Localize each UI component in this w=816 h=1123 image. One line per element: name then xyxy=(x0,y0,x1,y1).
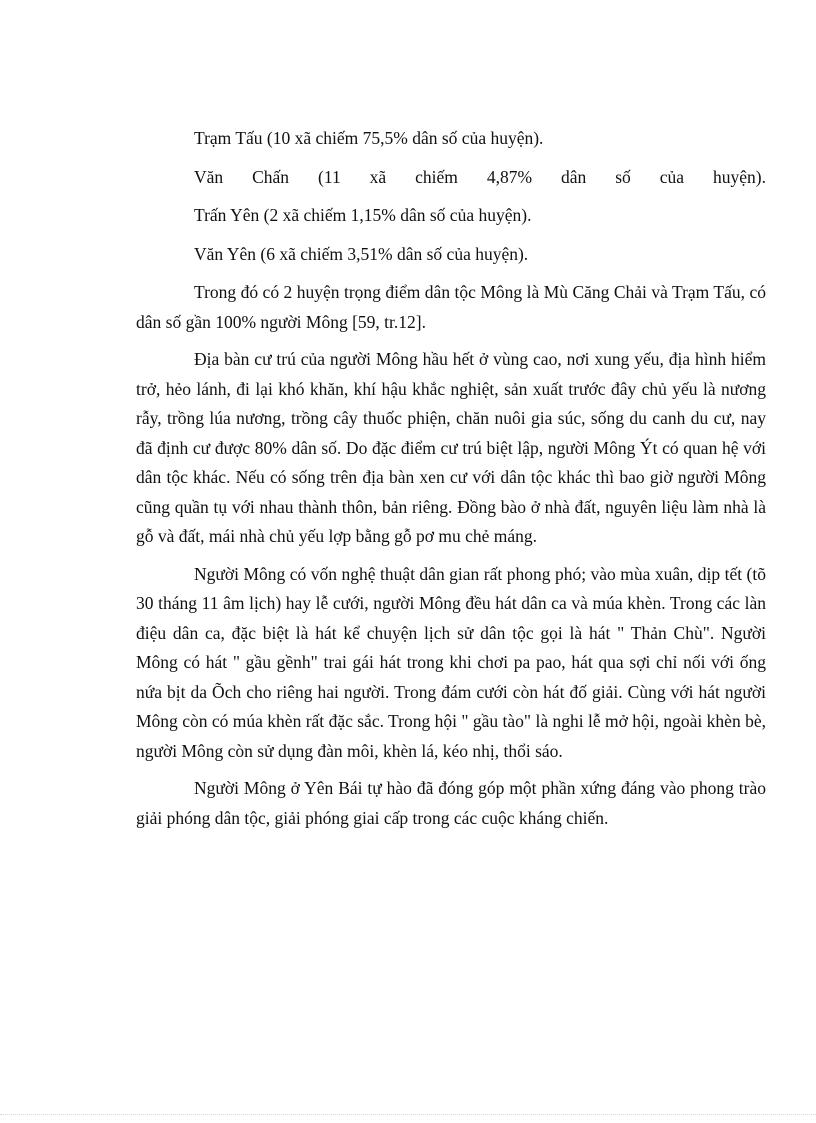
district-line-van-chan: Văn Chấn (11 xã chiếm 4,87% dân số của huyện). xyxy=(194,166,766,187)
district-line-van-yen: Văn Yên (6 xã chiếm 3,51% dân số của huyện). xyxy=(194,243,529,264)
district-line-tram-tau: Trạm Tấu (10 xã chiếm 75,5% dân số của huyện). xyxy=(194,128,544,148)
paragraph-folk-art: Người Mông có vốn nghệ thuật dân gian rất phong phó; vào mùa xuân, dịp tết (tõ 30 tháng 11 âm lịch) hay lễ cưới, người Mông đều hát dân ca và múa khèn. Trong các làn điệu dân ca, đặc biệt là hát kể chuyện lịch sử dân tộc gọi là hát " Thản Chù". Người Mông có hát " gầu gềnh" trai gái hát trong khi chơi pa pao, hát qua sợi chỉ nối với ống nứa bịt da Õch cho riêng hai người. Trong đám cưới còn hát đố giải. Cùng với hát người Mông còn có múa khèn rất đặc sắc. Trong hội " gầu tào" là nghi lễ mở hội, ngoài khèn bè, người Mông còn sử dụng đàn môi, khèn lá, kéo nhị, thổi sáo. xyxy=(136,563,766,761)
paragraph-residence: Địa bàn cư trú của người Mông hầu hết ở vùng cao, nơi xung yếu, địa hình hiểm trở, hẻo lánh, đi lại khó khăn, khí hậu khắc nghiệt, sản xuất trước đây chủ yếu là nương rẫy, trồng lúa nương, trồng cây thuốc phiện, chăn nuôi gia súc, sống du canh du cư, nay đã định cư được 80% dân số. Do đặc điểm cư trú biệt lập, người Mông Ýt có quan hệ với dân tộc khác. Nếu có sống trên địa bàn xen cư với dân tộc khác thì bao giờ người Mông cũng quần tụ với nhau thành thôn, bản riêng. Đồng bào ở nhà đất, nguyên liệu làm nhà là gỗ và đất, mái nhà chủ yếu lợp bằng gỗ pơ mu chẻ máng. xyxy=(136,349,766,546)
district-line-tran-yen: Trấn Yên (2 xã chiếm 1,15% dân số của huyện). xyxy=(194,205,532,225)
page-bottom-border xyxy=(0,1114,816,1115)
document-body xyxy=(136,124,766,841)
paragraph-contribution: Người Mông ở Yên Bái tự hào đã đóng góp một phần xứng đáng vào phong trào giải phóng dân tộc, giải phóng giai cấp trong các cuộc kháng chiến. xyxy=(136,778,766,828)
paragraph-key-districts: Trong đó có 2 huyện trọng điểm dân tộc Mông là Mù Căng Chải và Trạm Tấu, có dân số gần 100% người Mông [59, tr.12]. xyxy=(136,282,766,332)
